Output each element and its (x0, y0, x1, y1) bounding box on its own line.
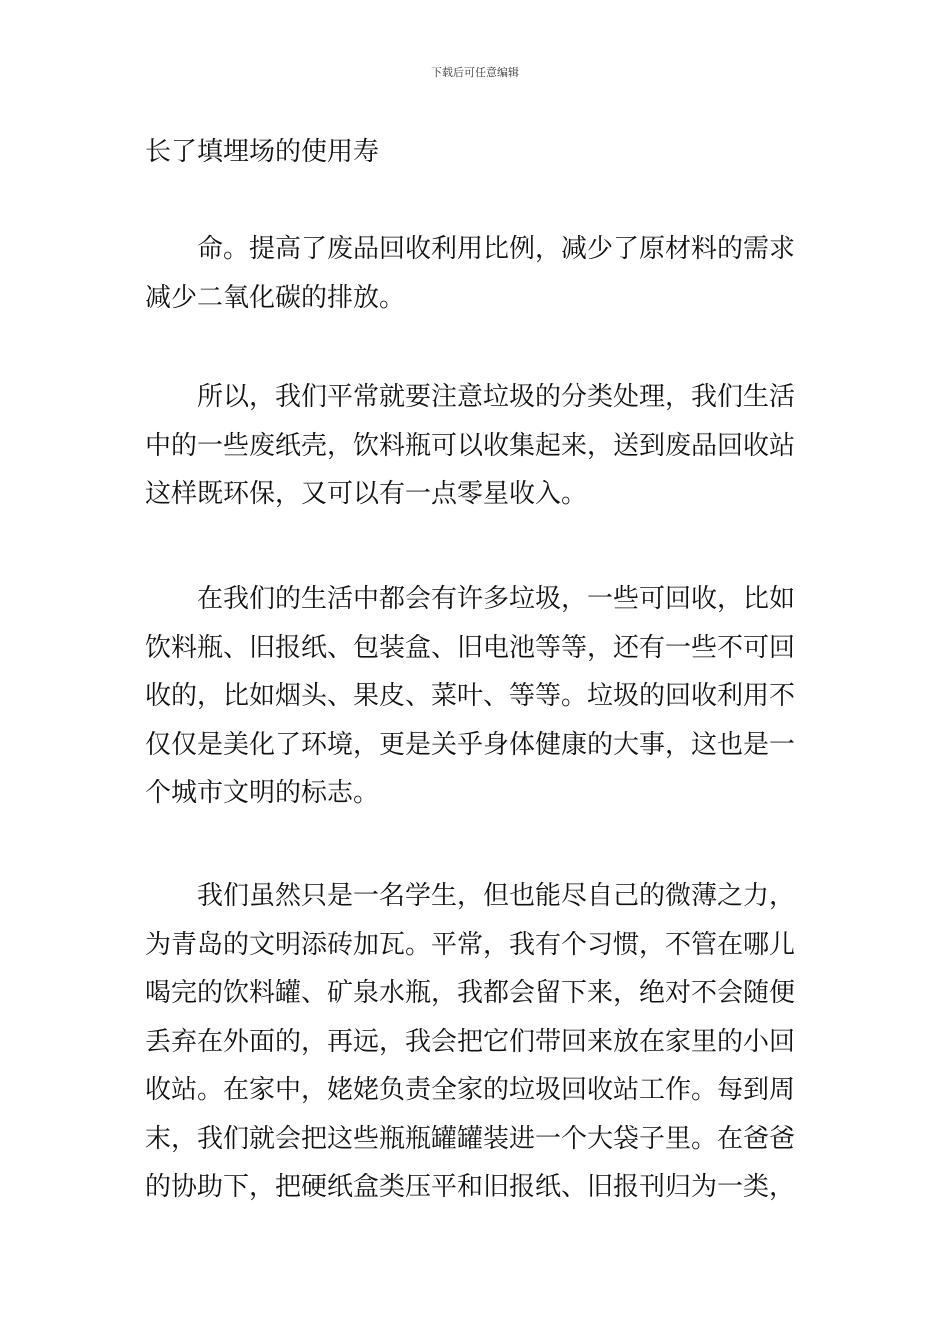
text-line: 收的，比如烟头、果皮、菜叶、等等。垃圾的回收利用不 (145, 681, 796, 711)
text-line: 的协助下，把硬纸盒类压平和旧报纸、旧报刊归为一类， (145, 1172, 796, 1202)
text-line: 饮料瓶、旧报纸、包装盒、旧电池等等，还有一些不可回 (145, 632, 796, 663)
page-header: 下载后可任意编辑 (431, 66, 519, 79)
text-line: 命。提高了废品回收利用比例，减少了原材料的需求 (197, 234, 796, 264)
text-line: 仅仅是美化了环境，更是关乎身体健康的大事，这也是一 (145, 729, 796, 760)
text-line: 长了填埋场的使用寿 (145, 137, 380, 167)
paragraph (145, 872, 795, 1212)
text-line: 中的一些废纸壳，饮料瓶可以收集起来，送到废品回收站 (145, 430, 796, 461)
text-line: 收站。在家中，姥姥负责全家的垃圾回收站工作。每到周 (145, 1075, 796, 1105)
text-line: 所以，我们平常就要注意垃圾的分类处理，我们生活 (197, 382, 796, 412)
text-line: 在我们的生活中都会有许多垃圾，一些可回收，比如 (197, 584, 796, 614)
text-line: 丢弃在外面的，再远，我会把它们带回来放在家里的小回 (145, 1026, 796, 1057)
text-line: 我们虽然只是一名学生，但也能尽自己的微薄之力， (197, 881, 796, 911)
paragraph (145, 575, 795, 818)
paragraph (145, 225, 795, 322)
text-line: 这样既环保，又可以有一点零星收入。 (145, 479, 588, 509)
text-line: 喝完的饮料罐、矿泉水瓶，我都会留下来，绝对不会随便 (145, 978, 796, 1008)
paragraph (145, 128, 379, 177)
text-line: 个城市文明的标志。 (145, 778, 380, 808)
text-line: 减少二氧化碳的排放。 (145, 282, 406, 313)
text-line: 为青岛的文明添砖加瓦。平常，我有个习惯，不管在哪儿 (145, 929, 796, 960)
text-line: 末，我们就会把这些瓶瓶罐罐装进一个大袋子里。在爸爸 (145, 1123, 796, 1154)
paragraph (145, 373, 795, 519)
